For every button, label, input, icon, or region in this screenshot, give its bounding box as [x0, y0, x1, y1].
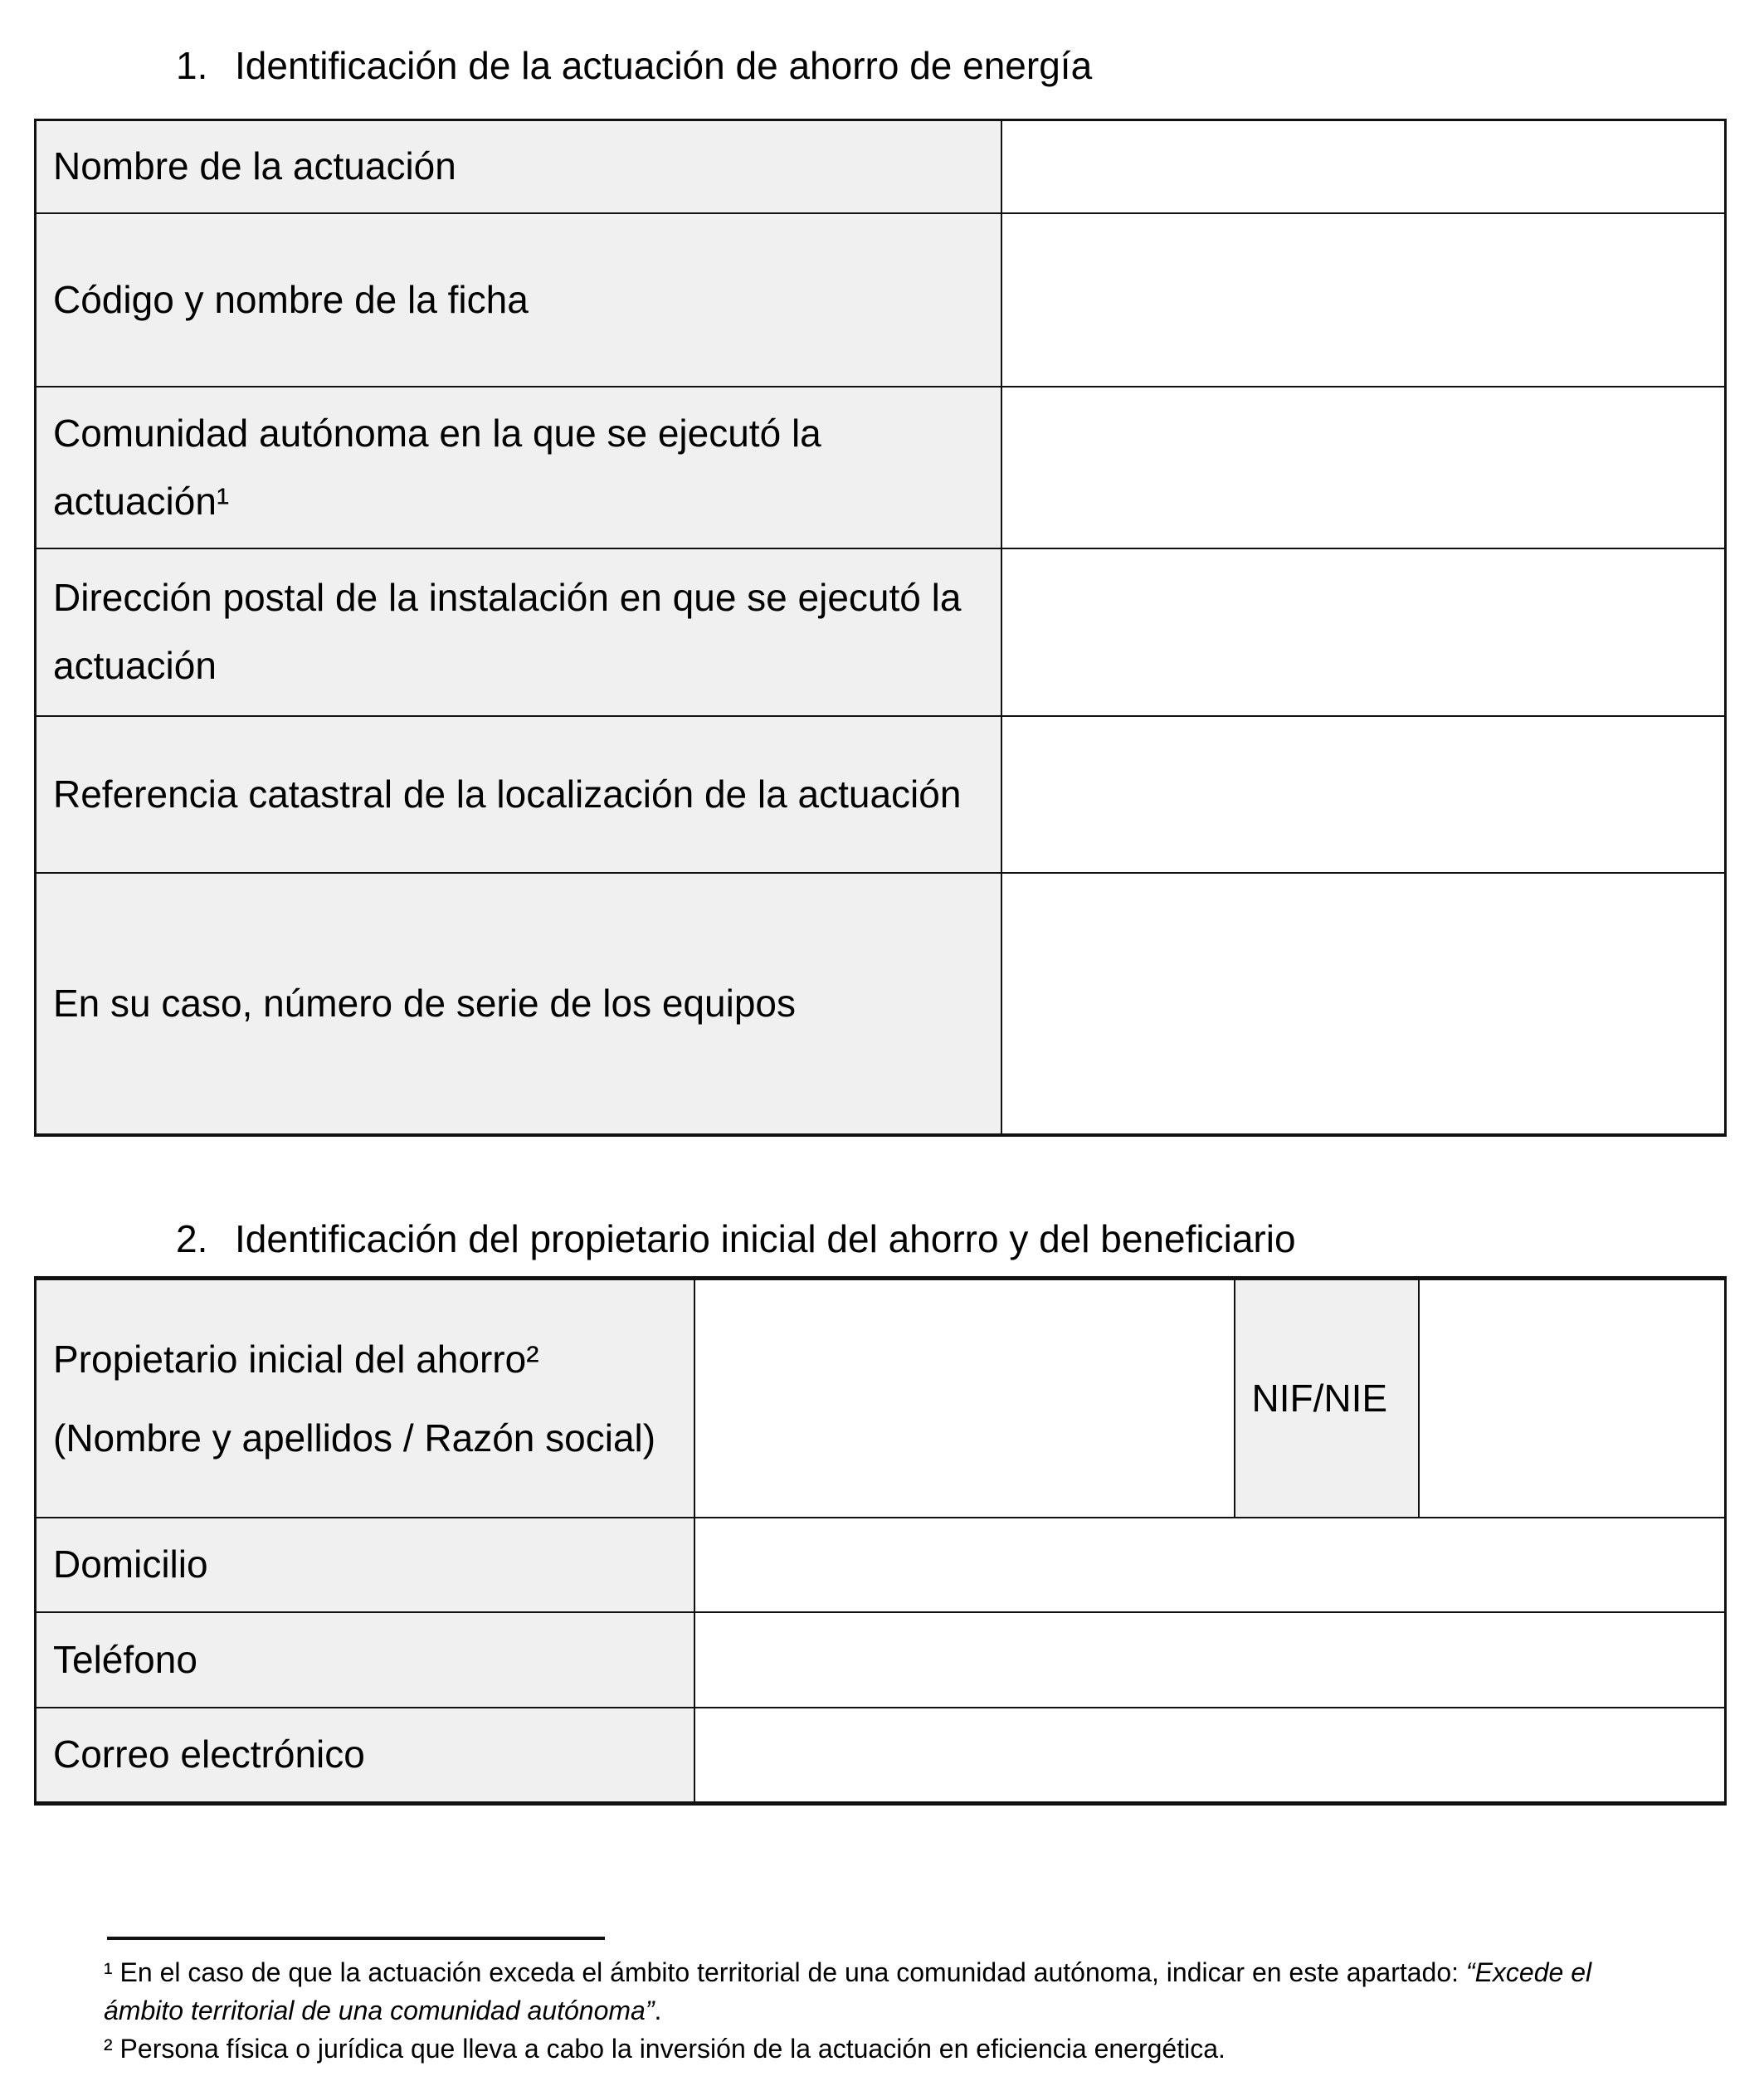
footnote-separator	[107, 1937, 605, 1940]
section-2-heading	[176, 1213, 1764, 1265]
section-1-heading	[176, 40, 1764, 91]
row-propietario-label: Propietario inicial del ahorro² (Nombre y apellidos / Razón social)	[36, 1279, 694, 1518]
table-row	[36, 387, 1726, 548]
actuacion-table	[34, 119, 1727, 1137]
table-row	[36, 213, 1726, 387]
row-correo-value[interactable]	[694, 1708, 1726, 1804]
section-2-title: Identificación del propietario inicial del ahorro y del beneficiario	[235, 1217, 1296, 1260]
row-comunidad-autonoma-value[interactable]	[1001, 387, 1726, 548]
row-telefono-value[interactable]	[694, 1612, 1726, 1708]
table-row	[36, 120, 1726, 214]
table-row	[36, 1612, 1726, 1708]
row-telefono-label: Teléfono	[36, 1612, 694, 1708]
row-numero-serie-label: En su caso, número de serie de los equipos	[36, 873, 1001, 1135]
row-comunidad-autonoma-label: Comunidad autónoma en la que se ejecutó la actuación¹	[36, 387, 1001, 548]
row-nombre-actuacion-label: Nombre de la actuación	[36, 120, 1001, 214]
section-1-number: 1.	[176, 44, 208, 87]
footnote-2	[104, 2030, 1672, 2068]
table-row	[36, 1279, 1726, 1518]
footnote-1-italic: “Excede el ámbito territorial de una comunidad autónoma”	[104, 1957, 1592, 2025]
row-codigo-ficha-value[interactable]	[1001, 213, 1726, 387]
row-domicilio-value[interactable]	[694, 1518, 1726, 1612]
table-row	[36, 873, 1726, 1135]
row-referencia-catastral-value[interactable]	[1001, 716, 1726, 873]
row-codigo-ficha-label: Código y nombre de la ficha	[36, 213, 1001, 387]
section-2-number: 2.	[176, 1217, 208, 1260]
footnote-1-text: ¹ En el caso de que la actuación exceda el ámbito territorial de una comunidad autónoma, indicar en este apartado:	[104, 1957, 1466, 1987]
row-referencia-catastral-label: Referencia catastral de la localización de la actuación	[36, 716, 1001, 873]
footnote-1-end: .	[654, 1996, 662, 2025]
table-row	[36, 548, 1726, 716]
row-direccion-postal-value[interactable]	[1001, 548, 1726, 716]
footnotes-section	[104, 1937, 1672, 2068]
section-1-title: Identificación de la actuación de ahorro de energía	[235, 44, 1093, 87]
row-domicilio-label: Domicilio	[36, 1518, 694, 1612]
row-correo-label: Correo electrónico	[36, 1708, 694, 1804]
row-nombre-actuacion-value[interactable]	[1001, 120, 1726, 214]
table-row	[36, 1518, 1726, 1612]
table-row	[36, 716, 1726, 873]
row-numero-serie-value[interactable]	[1001, 873, 1726, 1135]
propietario-table	[34, 1276, 1727, 1806]
row-propietario-value[interactable]	[694, 1279, 1235, 1518]
nif-nie-value[interactable]	[1419, 1279, 1726, 1518]
nif-nie-label: NIF/NIE	[1235, 1279, 1419, 1518]
footnote-1	[104, 1953, 1672, 2030]
footnote-2-text: ² Persona física o jurídica que lleva a cabo la inversión de la actuación en eficiencia energética.	[104, 2034, 1226, 2064]
table-row	[36, 1708, 1726, 1804]
row-direccion-postal-label: Dirección postal de la instalación en que se ejecutó la actuación	[36, 548, 1001, 716]
